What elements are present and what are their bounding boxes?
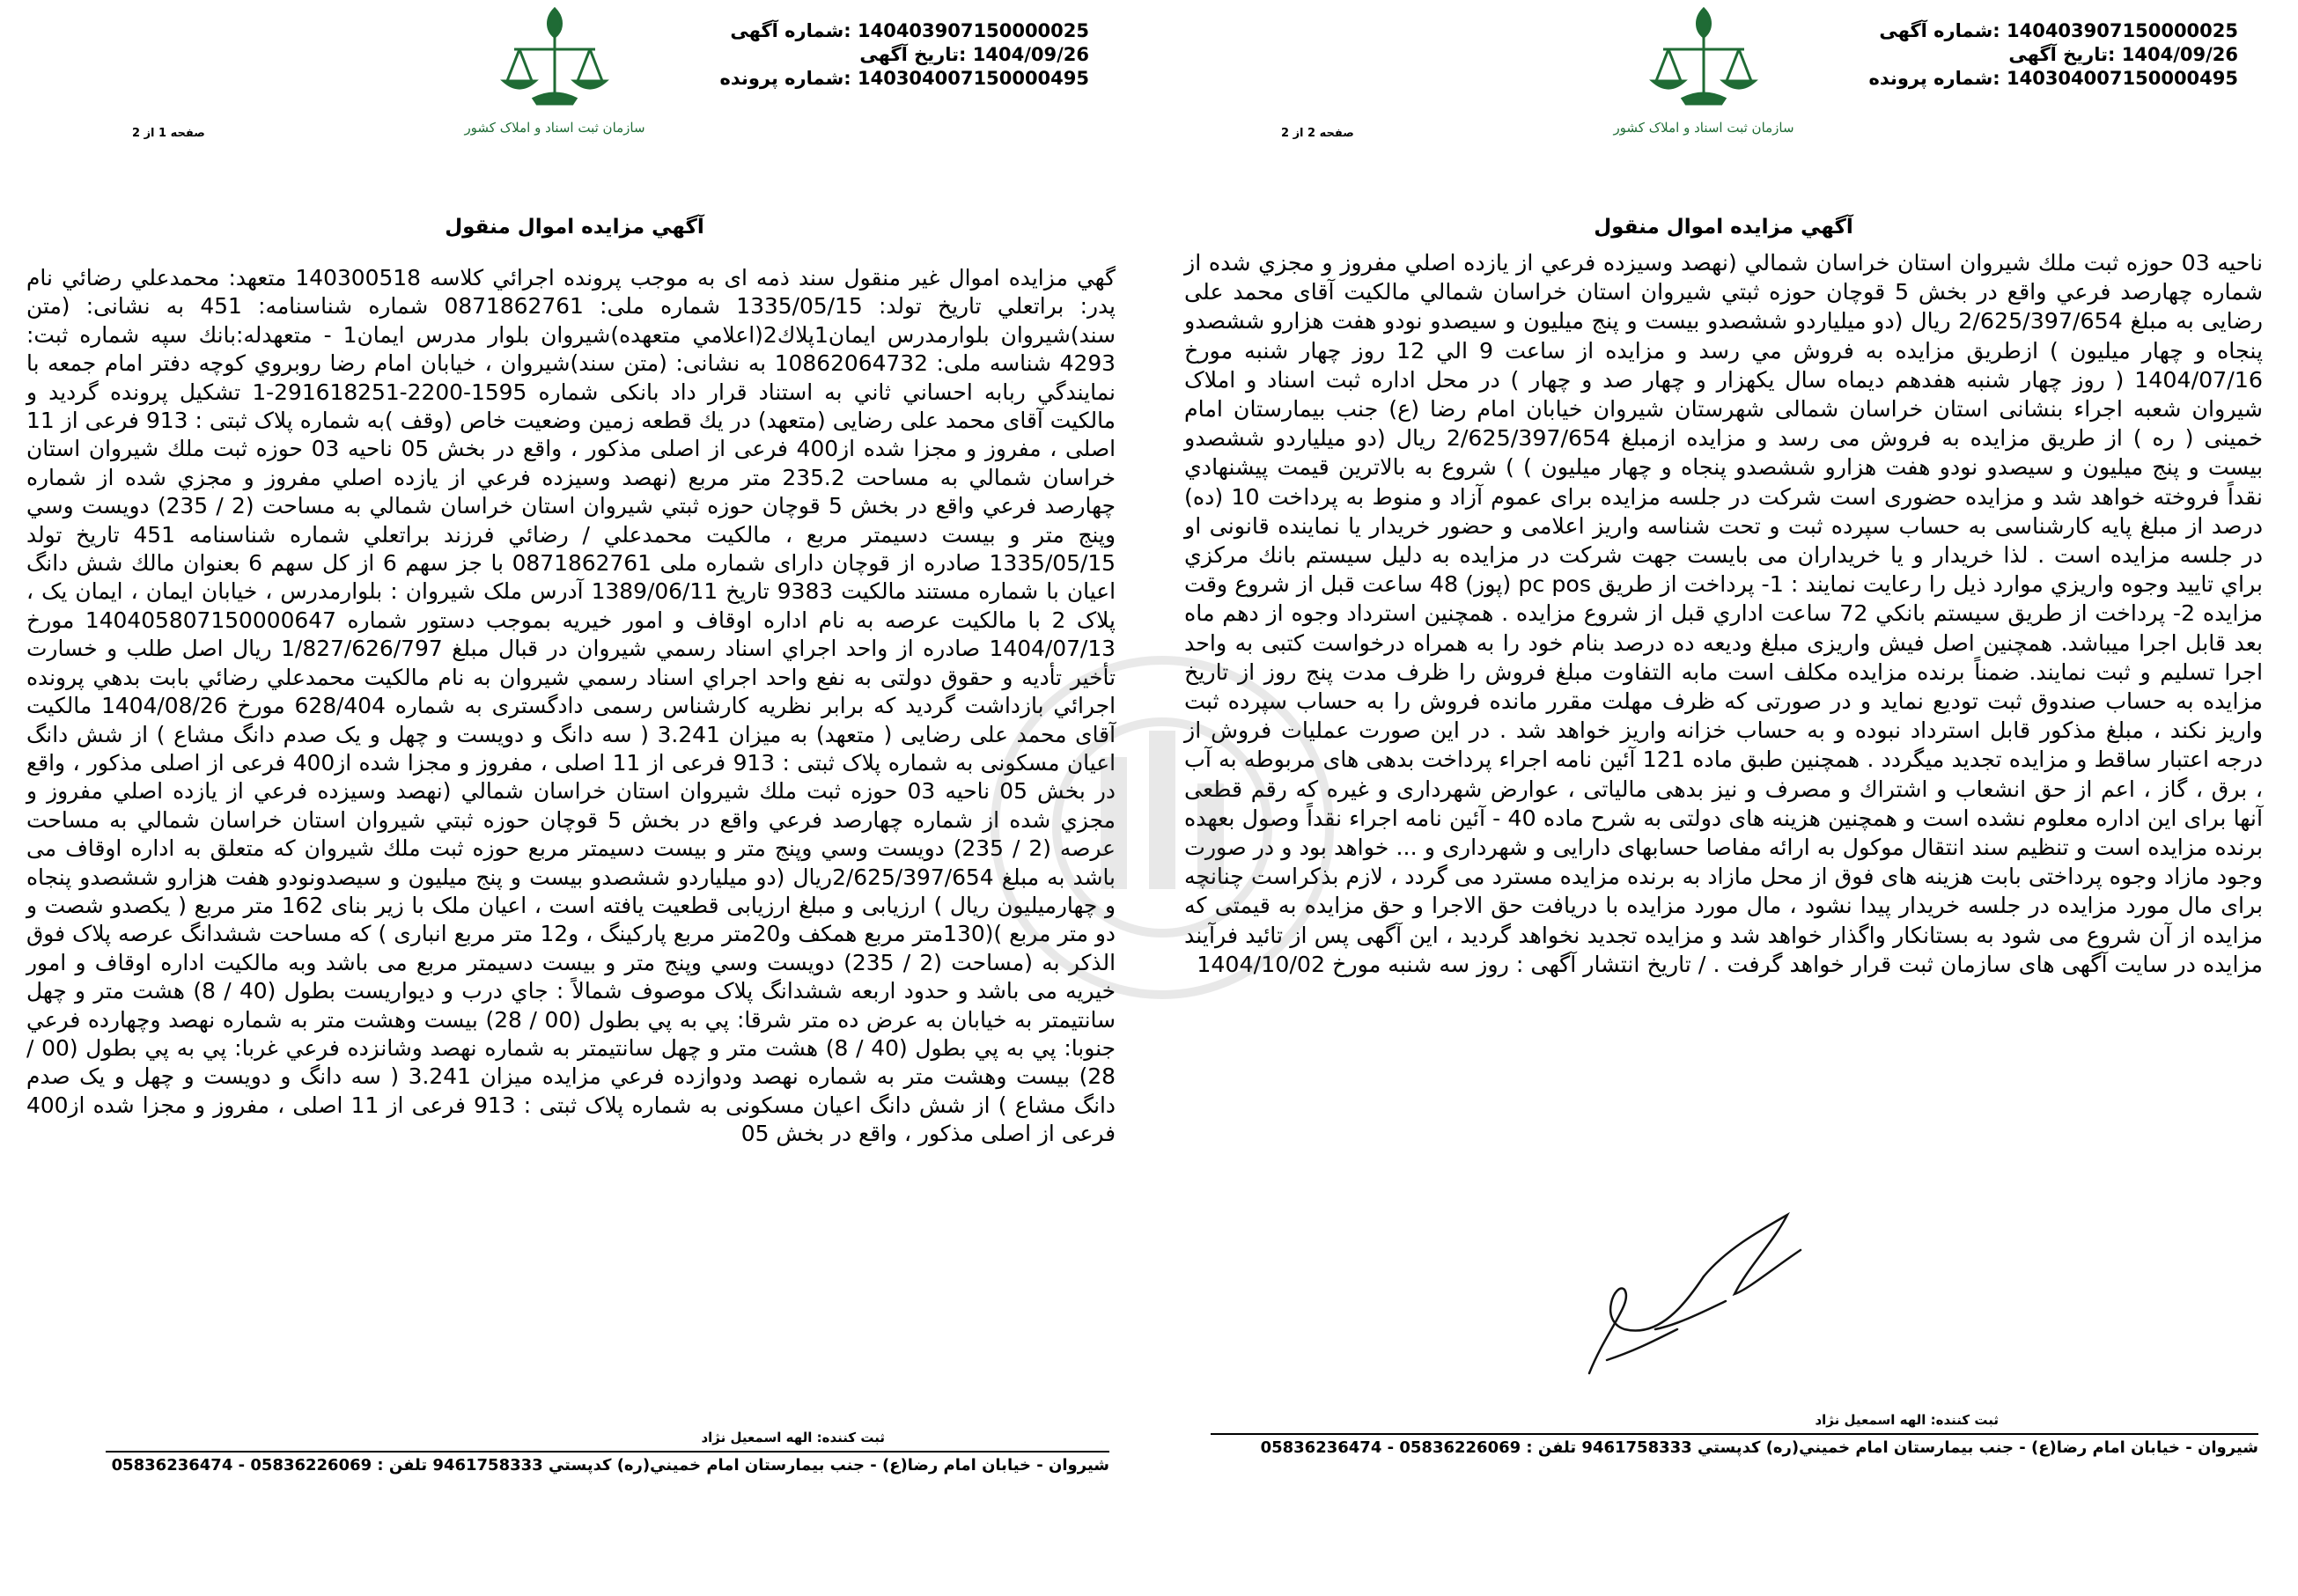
emblem-caption: سازمان ثبت اسناد و املاک کشور <box>1613 120 1794 136</box>
notice-date: 1404/09/26 <box>972 44 1089 65</box>
signer: ثبت كننده: الهه اسمعيل نژاد <box>701 1430 885 1445</box>
notice-header <box>1868 19 2238 91</box>
signer-name: الهه اسمعيل نژاد <box>1815 1412 1926 1428</box>
page-number: صفحه 1 از 2 <box>132 127 205 140</box>
footer-divider <box>106 1451 1109 1453</box>
judiciary-emblem-icon <box>464 0 645 141</box>
notice-number-row: شماره آگهی: 140403907150000025 <box>730 20 1089 41</box>
notice-title: آگهي مزايده اموال منقول <box>1594 216 1853 239</box>
signer-name: الهه اسمعيل نژاد <box>701 1430 813 1445</box>
judiciary-emblem-icon <box>1613 0 1794 141</box>
file-number-row: شماره پرونده: 140304007150000495 <box>1868 68 2238 89</box>
office-address-footer: شيروان - خيابان امام رضا(ع) - جنب بيمارستان امام خميني(ره) كدپستي 9461758333 تلفن : 05836226069 - 05836236474 <box>1260 1438 2258 1457</box>
file-number: 140304007150000495 <box>857 68 1089 89</box>
page-number: صفحه 2 از 2 <box>1281 127 1354 140</box>
notice-date: 1404/09/26 <box>2121 44 2238 65</box>
handwritten-signature <box>1572 1197 1827 1391</box>
notice-body <box>1184 248 2263 1177</box>
file-number-row: شماره پرونده: 140304007150000495 <box>719 68 1089 89</box>
emblem-caption: سازمان ثبت اسناد و املاک کشور <box>464 120 645 136</box>
notice-body-text: گهي مزايده اموال غير منقول سند ذمه اى به موجب پرونده اجرائي كلاسه 140300518 متعهد: محمدعلي رضائي نام پدر: براتعلي تاريخ تولد: 1335/05/15 شماره ملى: 0871862761 شماره شناسنامه: 451 به نشانى: (متن سند)شيروان بلوارمدرس ايمان1پلاك2(اعلامي متعهده)شيروان بلوار مدرس ايمان1 - متعهدله:بانك سپه شماره ثبت: 4293 شناسه ملى: 10862064732 به نشانى: (متن سند)شيروان ، خيابان امام رضا روبروي كوچه دفتر امام جمعه با نمايندگي ربابه احساني ثاني به استناد قرار داد بانكى شماره 1595-2200-291618251-1 تشكيل پرونده گرديد و مالكيت آقاى محمد على رضايى (متعهد) در يك قطعه زمين وضعيت خاص (وقف )به شماره پلاک ثبتی : 913 فرعی از 11 اصلی ، مفروز و مجزا شده از400 فرعی از اصلی مذکور ، واقع در بخش 05 ناحيه 03 حوزه ثبت ملك شيروان استان خراسان شمالي به مساحت 235.2 متر مربع (نهصد وسيزده فرعي از يازده اصلي مفروز و مجزي شده از شماره چهارصد فرعي واقع در بخش 5 قوچان حوزه ثبتي شيروان استان خراسان شمالي به مساحت (2 / 235) دويست وسي وپنج متر و بيست دسيمتر مربع ، مالكيت محمدعلي / رضائي فرزند براتعلي شماره شناسنامه 451 تاريخ تولد 1335/05/15 صادره از قوچان داراى شماره ملى 0871862761 با جز سهم 6 از كل سهم 6 بعنوان مالك شش دانگ اعيان با شماره مستند مالكيت 9383 تاريخ 1389/06/11 آدرس ملک شيروان : بلوارمدرس ، خيابان ايمان ، ايمان يک ، پلاک 2 با مالکيت عرصه به نام اداره اوقاف و امور خيريه بموجب دستور شماره 140405807150000647 مورخ 1404/07/13 صادره از واحد اجراي اسناد رسمي شيروان در قبال مبلغ 1/827/626/797 ريال اصل طلب و خسارت تأخير تأديه و حقوق دولتی به نفع واحد اجراي اسناد رسمي شيروان به نام مالکيت محمدعلي رضائي بابت بدهي پرونده اجرائي بازداشت گرديد كه برابر نظريه كارشناس رسمى دادگسترى به شماره 628/404 مورخ 1404/08/26 مالكيت آقاى محمد على رضايى ( متعهد) به ميزان 3.241 ( سه دانگ و دويست و چهل و يک صدم دانگ مشاع ) از شش دانگ اعيان مسكونى به شماره پلاک ثبتی : 913 فرعی از 11 اصلی ، مفروز و مجزا شده از400 فرعی از اصلی مذکور ، واقع در بخش 05 ناحيه 03 حوزه ثبت ملك شيروان استان خراسان شمالي (نهصد وسيزده فرعي از يازده اصلي مفروز و مجزي شده از شماره چهارصد فرعي واقع در بخش 5 قوچان حوزه ثبتي شيروان استان خراسان شمالي به مساحت عرصه (2 / 235) دويست وسي وپنج متر و بيست دسيمتر مربع حوزه ثبت ملك شيروان كه متعلق به اداره اوقاف مى باشد به مبلغ 2/625/397/654ريال (دو ميلياردو ششصدو بيست و پنج ميليون و سيصدونودو هفت هزارو ششصدو پنجاه و چهارميليون ريال ) ارزيابى و مبلغ ارزيابى قطعيت يافته است ، اعيان ملک با زير بناى 162 متر مربع ( يكصدو شصت و دو متر مربع )(130متر مربع همكف و20متر مربع پاركينگ ، و12 متر مربع انبارى ) كه مساحت ششدانگ عرصه پلاک فوق الذكر به (مساحت (2 / 235) دويست وسي وپنج متر و بيست دسيمتر مربع مى باشد وبه مالكيت اداره اوقاف و امور خيريه مى باشد و حدود اربعه ششدانگ پلاک موصوف شمالاً : جاي درب و ديواريست بطول (40 / 8) هشت متر و چهل سانتيمتر به خيابان به عرض ده متر شرقا: پي به پي بطول (00 / 28) بيست وهشت متر به شماره نهصد وچهارده فرعي جنوبا: پي به پي بطول (40 / 8) هشت متر و چهل سانتيمتر به شماره نهصد وشانزده فرعي غربا: پي به پي بطول (00 / 28) بيست وهشت متر به شماره نهصد ودوازده فرعي مزايده ميزان 3.241 ( سه دانگ و دويست و چهل و يک صدم دانگ مشاع ) از شش دانگ اعيان مسكونى به شماره پلاک ثبتی : 913 فرعی از 11 اصلی ، مفروز و مجزا شده از400 فرعی از اصلی مذکور ، واقع در بخش 05 <box>26 265 1116 1147</box>
notice-number-row: شماره آگهی: 140403907150000025 <box>1879 20 2238 41</box>
notice-body <box>26 264 1116 1422</box>
notice-title: آگهي مزايده اموال منقول <box>445 216 704 239</box>
notice-body-text: ناحيه 03 حوزه ثبت ملك شيروان استان خراسان شمالي (نهصد وسيزده فرعي از يازده اصلي مفروز و مجزي شده از شماره چهارصد فرعي واقع در بخش 5 قوچان حوزه ثبتي شيروان استان خراسان شمالي مالكيت آقاى محمد على رضايى به مبلغ 2/625/397/654 ريال (دو ميلياردو ششصدو بيست و پنج ميليون و سيصدو نودو هفت هزارو ششصدو پنجاه و چهار ميليون ) ازطريق مزايده به فروش مي رسد و مزايده از ساعت 9 الي 12 روز چهار شنبه مورخ 1404/07/16 ( روز چهار شنبه هفدهم ديماه سال يكهزار و چهار صد و چهار ) در محل اداره ثبت اسناد و املاک شيروان شعبه اجراء بنشانی استان خراسان شمالی شهرستان شيروان خيابان امام رضا (ع) جنب بيمارستان امام خمينى ( ره ) از طريق مزايده به فروش مى رسد و مزايده ازمبلغ 2/625/397/654 ريال (دو ميلياردو ششصدو بيست و پنج ميليون و سيصدو نودو هفت هزارو ششصدو پنجاه و چهار ميليون ) ) شروع به بالاترين قيمت پيشنهادي نقداً فروخته خواهد شد و مزايده حضوری است شرکت در جلسه مزايده برای عموم آزاد و منوط به پرداخت 10 (ده) درصد از مبلغ پايه كارشناسى به حساب سپرده ثبت و تحت شناسه واريز اعلامی و حضور خريدار يا نماينده قانونی او در جلسه مزايده است . لذا خريدار و يا خريداران می بايست جهت شرکت در مزايده به دليل سيستم بانك مركزي براي تاييد وجوه واريزي موارد ذيل را رعايت نمايند : 1- پرداخت از طريق pc pos (پوز) 48 ساعت قبل از شروع وقت مزايده 2- پرداخت از طريق سيستم بانكي 72 ساعت اداري قبل از شروع مزايده . همچنين استرداد وجوه از دهم ماه بعد قابل اجرا ميباشد. همچنين اصل فيش واريزی مبلغ وديعه ده درصد بنام خود را به همراه درخواست کتبی به واحد اجرا تسليم و ثبت نمايند. ضمناً برنده مزايده مکلف است مابه التفاوت مبلغ فروش را ظرف مدت پنج روز از تاريخ مزايده به حساب صندوق ثبت توديع نمايد و در صورتی كه ظرف مهلت مقرر مانده فروش را به حساب سپرده ثبت واريز نكند ، مبلغ مذكور قابل استرداد نبوده و به حساب خزانه واريز خواهد شد . در اين صورت عمليات فروش از درجه اعتبار ساقط و مزايده تجديد ميگردد . همچنين طبق ماده 121 آئين نامه اجراء پرداخت بدهی های مربوطه به آب ، برق ، گاز ، اعم از حق انشعاب و اشتراك و مصرف و نيز بدهى مالياتى ، عوارض شهردارى و غيره كه رقم قطعى آنها براى اين اداره معلوم نشده است و همچنين هزينه هاى دولتى به شرح ماده 40 - آئين نامه اجراء نقداً وصول بعهده برنده مزايده است و تنظيم سند انتقال موکول به ارائه مفاصا حسابهای دارايی و شهرداری و ... خواهد بود و در صورت وجود مازاد وجوه پرداختى بابت هزينه هاى فوق از محل مازاد به برنده مزايده مسترد مى گردد ، لازم بذکراست چنانچه برای مال مورد مزايده در جلسه خريدار پيدا نشود ، مال مورد مزايده با دريافت حق الاجرا و حق مزايده به قيمتی که مزايده از آن شروع می شود به بستانکار واگذار خواهد شد و مزايده تجديد نخواهد گرديد ، اين آگهی پس از تائيد فرآيند مزايده در سايت آگهی های سازمان ثبت قرار خواهد گرفت . / تاريخ انتشار آگهى : روز سه شنبه مورخ 1404/10/02 <box>1184 250 2264 977</box>
signer: ثبت كننده: الهه اسمعيل نژاد <box>1815 1412 1999 1428</box>
file-number: 140304007150000495 <box>2006 68 2238 89</box>
office-address-footer: شيروان - خيابان امام رضا(ع) - جنب بيمارستان امام خميني(ره) كدپستي 9461758333 تلفن : 05836226069 - 05836236474 <box>111 1456 1109 1475</box>
notice-header <box>719 19 1089 91</box>
notice-date-row: تاریخ آگهی: 1404/09/26 <box>859 44 1089 65</box>
footer-divider <box>1211 1433 2258 1435</box>
notice-number: 140403907150000025 <box>857 20 1089 41</box>
notice-date-row: تاریخ آگهی: 1404/09/26 <box>2008 44 2238 65</box>
notice-number: 140403907150000025 <box>2006 20 2238 41</box>
notice-page-2 <box>1149 0 2298 1596</box>
